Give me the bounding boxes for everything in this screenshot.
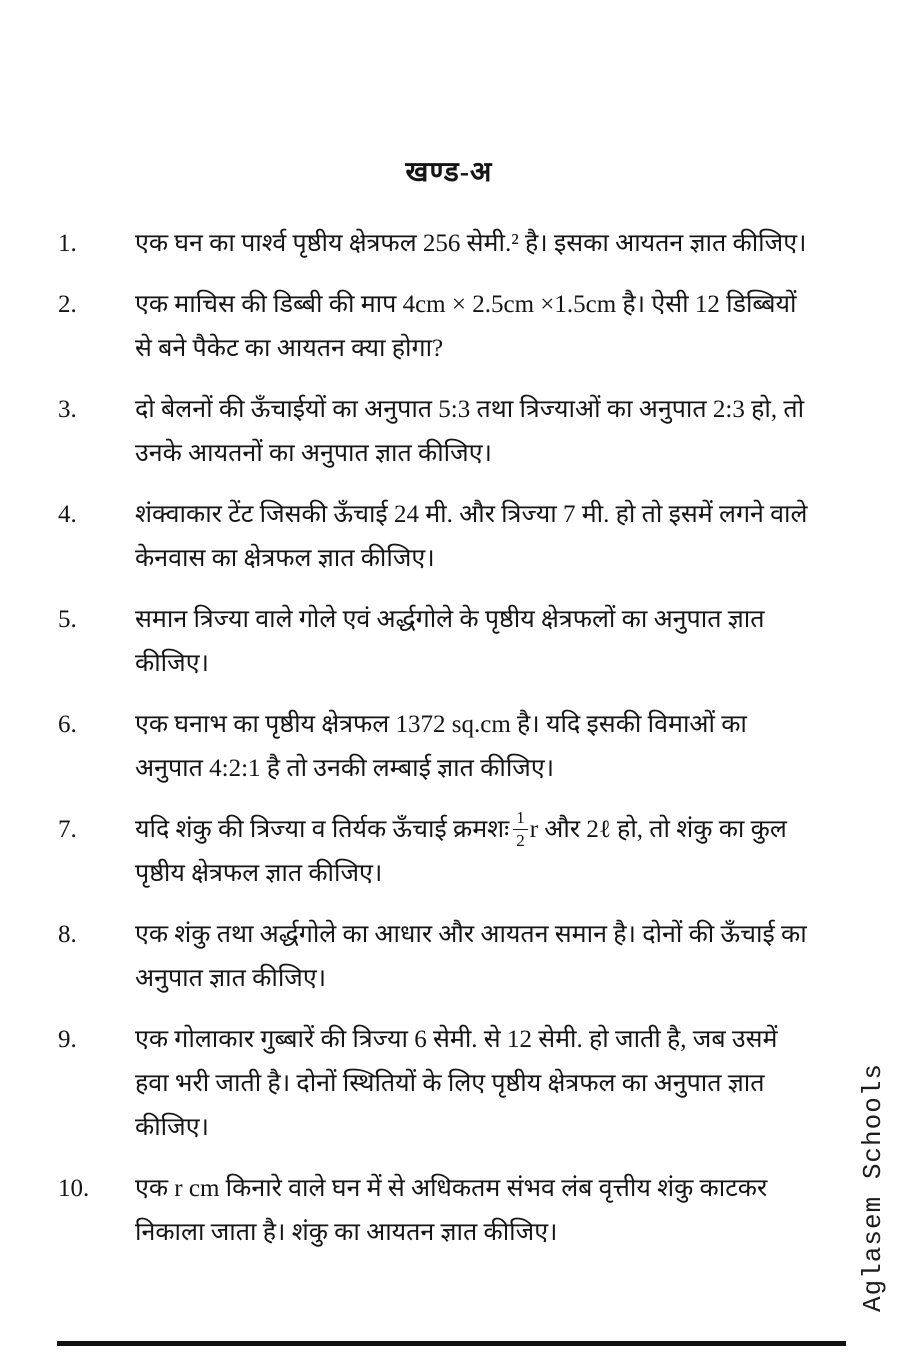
- question-item-6: [58, 703, 812, 791]
- question-text-after-fraction: r और 2ℓ हो, तो शंकु का कुल पृष्ठीय क्षेत्रफल ज्ञात कीजिए।: [135, 816, 787, 888]
- question-item-9: [58, 1018, 812, 1150]
- question-item-1: [58, 222, 812, 266]
- fraction: [513, 808, 528, 850]
- question-item-4: [58, 493, 812, 581]
- question-text: समान त्रिज्या वाले गोले एवं अर्द्धगोले के पृष्ठीय क्षेत्रफलों का अनुपात ज्ञात कीजिए।: [135, 606, 765, 677]
- question-text: एक घन का पार्श्व पृष्ठीय क्षेत्रफल 256 सेमी.² है। इसका आयतन ज्ञात कीजिए।: [135, 230, 807, 257]
- fraction-numerator: 1: [513, 808, 528, 830]
- watermark-text: Aglasem Schools: [858, 1062, 888, 1312]
- question-number: 7.: [58, 816, 77, 843]
- question-number: 8.: [58, 921, 77, 949]
- question-number: 4.: [58, 501, 77, 528]
- question-text: एक माचिस की डिब्बी की माप 4cm × 2.5cm ×1.5cm है। ऐसी 12 डिब्बियों से बने पैकेट का आयतन क्या होगा?: [135, 291, 797, 362]
- question-item-7: [58, 808, 812, 896]
- question-text: शंक्वाकार टेंट जिसकी ऊँचाई 24 मी. और त्रिज्या 7 मी. हो तो इसमें लगने वाले केनवास का क्षेत्रफल ज्ञात कीजिए।: [135, 501, 808, 572]
- question-number: 1.: [58, 230, 77, 257]
- question-text: एक r cm किनारे वाले घन में से अधिकतम संभव लंब वृत्तीय शंकु काटकर निकाला जाता है। शंकु का आयतन ज्ञात कीजिए।: [135, 1175, 768, 1247]
- question-item-10: [58, 1167, 812, 1255]
- question-number: 9.: [58, 1026, 77, 1054]
- fraction-denominator: 2: [516, 830, 525, 850]
- section-title: खण्ड-अ: [405, 157, 493, 188]
- question-list: [0, 222, 898, 1255]
- question-text: [135, 808, 812, 896]
- question-number: 5.: [58, 606, 77, 633]
- question-item-2: [58, 283, 812, 371]
- question-item-8: [58, 913, 812, 1001]
- question-text: दो बेलनों की ऊँचाईयों का अनुपात 5:3 तथा त्रिज्याओं का अनुपात 2:3 हो, तो उनके आयतनों का अनुपात ज्ञात कीजिए।: [135, 396, 805, 467]
- question-item-3: [58, 388, 812, 476]
- question-number: 2.: [58, 291, 77, 318]
- question-text: एक शंकु तथा अर्द्धगोले का आधार और आयतन समान है। दोनों की ऊँचाई का अनुपात ज्ञात कीजिए।: [135, 921, 807, 993]
- question-text-before-fraction: यदि शंकु की त्रिज्या व तिर्यक ऊँचाई क्रमशः: [135, 816, 510, 843]
- question-number: 3.: [58, 396, 77, 423]
- question-number: 10.: [58, 1175, 90, 1203]
- question-item-5: [58, 598, 812, 686]
- bottom-rule: [57, 1341, 846, 1346]
- question-number: 6.: [58, 711, 77, 738]
- question-text: एक घनाभ का पृष्ठीय क्षेत्रफल 1372 sq.cm है। यदि इसकी विमाओं का अनुपात 4:2:1 है तो उनकी लम्बाई ज्ञात कीजिए।: [135, 711, 747, 782]
- question-text: एक गोलाकार गुब्बारें की त्रिज्या 6 सेमी. से 12 सेमी. हो जाती है, जब उसमें हवा भरी जाती है। दोनों स्थितियों के लिए पृष्ठीय क्षेत्रफल का अनुपात ज्ञात कीजिए।: [135, 1026, 778, 1142]
